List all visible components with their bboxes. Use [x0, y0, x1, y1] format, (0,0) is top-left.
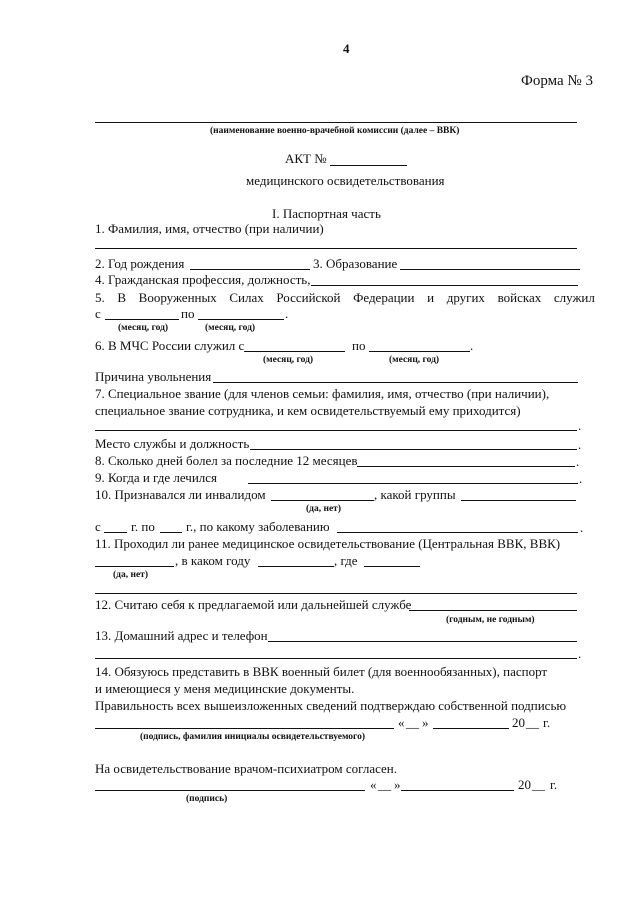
- q12-answer-line[interactable]: [409, 610, 577, 611]
- q10b-dot: .: [580, 520, 584, 535]
- q9-answer-line[interactable]: [248, 483, 578, 484]
- q5-to-line[interactable]: [198, 319, 284, 320]
- q10b-to-line[interactable]: [160, 532, 182, 533]
- page-number: 4: [343, 41, 350, 56]
- q14-line2: и имеющиеся у меня медицинские документы.: [95, 681, 355, 696]
- q12-label: 12. Считаю себя к предлагаемой или дальнейшей службе: [95, 597, 412, 612]
- q14-line1: 14. Обязуюсь представить в ВВК военный билет (для военнообязанных), паспорт: [95, 664, 548, 679]
- q6-caption-from: (месяц, год): [263, 355, 314, 365]
- date1-year-blank[interactable]: __: [526, 715, 539, 730]
- q11-year-label: , в каком году: [175, 553, 251, 568]
- q5-word: других: [446, 290, 485, 305]
- q6-dot: .: [470, 338, 474, 353]
- q3-label: 3. Образование: [313, 256, 398, 271]
- date2-month-line[interactable]: [401, 790, 514, 791]
- q10b-disease-line[interactable]: [337, 532, 578, 533]
- date1-month-line[interactable]: [433, 728, 509, 729]
- q7-answer-line[interactable]: [95, 430, 577, 431]
- q4-label: 4. Гражданская профессия, должность,: [95, 272, 311, 287]
- psych-consent: На освидетельствование врачом-психиатром согласен.: [95, 761, 398, 776]
- q1-label: 1. Фамилия, имя, отчество (при наличии): [95, 221, 324, 236]
- q13-dot: .: [578, 646, 582, 661]
- date2-day-blank[interactable]: __: [378, 777, 391, 792]
- q5-word: Федерации: [353, 290, 415, 305]
- date1-close-quote: »: [422, 715, 429, 730]
- q10-label: 10. Признавался ли инвалидом: [95, 487, 266, 502]
- date2-close-quote: »: [394, 777, 401, 792]
- q5-word: Вооруженных: [138, 290, 217, 305]
- q2-answer-line[interactable]: [190, 269, 310, 270]
- date1-century: 20: [512, 715, 525, 730]
- q10-caption: (да, нет): [306, 504, 341, 514]
- act-subtitle: медицинского освидетельствования: [246, 173, 445, 188]
- q5-word: В: [117, 290, 127, 305]
- q5-from-line[interactable]: [105, 319, 179, 320]
- act-title: АКТ №: [285, 151, 327, 166]
- q7-line1: 7. Специальное звание (для членов семьи: фамилия, имя, отчество (при наличии),: [95, 386, 550, 401]
- q13-answer-line-2[interactable]: [95, 658, 577, 659]
- q4-answer-line[interactable]: [311, 285, 578, 286]
- date1-year-suffix: г.: [543, 715, 551, 730]
- q6-to-line[interactable]: [369, 351, 470, 352]
- q8-label: 8. Сколько дней болел за последние 12 месяцев: [95, 453, 358, 468]
- q6-caption-to: (месяц, год): [389, 355, 440, 365]
- q5-to-label: по: [181, 306, 195, 321]
- psych-caption: (подпись): [186, 794, 228, 804]
- q5-word: 5.: [95, 290, 105, 305]
- signature-line[interactable]: [95, 728, 394, 729]
- q11-caption: (да, нет): [113, 570, 148, 580]
- q10-yesno-line[interactable]: [271, 500, 374, 501]
- q11-year-line[interactable]: [258, 566, 334, 567]
- date2-century: 20: [518, 777, 531, 792]
- q11-where-line[interactable]: [364, 566, 420, 567]
- commission-caption: (наименование военно-врачебной комиссии (далее – ВВК): [210, 126, 460, 136]
- commission-line: [95, 122, 577, 123]
- q10-group-label: , какой группы: [374, 487, 456, 502]
- q9-dot: .: [579, 471, 583, 486]
- q13-label: 13. Домашний адрес и телефон: [95, 628, 268, 643]
- q5-from-label: с: [95, 306, 101, 321]
- q12-caption: (годным, не годным): [446, 615, 535, 625]
- q11-label: 11. Проходил ли ранее медицинское освидетельствование (Центральная ВВК, ВВК): [95, 536, 561, 551]
- q10-group-line[interactable]: [461, 500, 576, 501]
- workplace-label: Место службы и должность: [95, 436, 250, 451]
- q5-caption-to: (месяц, год): [205, 323, 256, 333]
- q8-answer-line[interactable]: [357, 466, 575, 467]
- q7-line2: специальное звание сотрудника, и кем освидетельствуемый ему приходится): [95, 403, 521, 418]
- q11-where-label: , где: [334, 553, 358, 568]
- q6-from-line[interactable]: [244, 351, 345, 352]
- q11-yesno-line[interactable]: [95, 566, 174, 567]
- date1-day-blank[interactable]: __: [406, 715, 419, 730]
- date2-year-suffix: г.: [550, 777, 558, 792]
- q5-dot: .: [285, 306, 289, 321]
- date2-year-blank[interactable]: __: [532, 777, 545, 792]
- q3-answer-line[interactable]: [400, 269, 580, 270]
- confirm-text: Правильность всех вышеизложенных сведений подтверждаю собственной подписью: [95, 698, 567, 713]
- q11-answer-line[interactable]: [95, 593, 577, 594]
- workplace-dot: .: [578, 437, 582, 452]
- q1-answer-line[interactable]: [95, 248, 577, 249]
- date1-open-quote: «: [398, 715, 405, 730]
- q10b-from-label: с: [95, 519, 101, 534]
- section-title: I. Паспортная часть: [272, 206, 381, 221]
- q6-to-label: по: [352, 338, 366, 353]
- workplace-line[interactable]: [250, 449, 577, 450]
- q7-dot: .: [578, 418, 582, 433]
- q2-label: 2. Год рождения: [95, 256, 185, 271]
- q5-word: Российской: [276, 290, 341, 305]
- q6-label: 6. В МЧС России служил с: [95, 338, 245, 353]
- signature-caption: (подпись, фамилия инициалы освидетельствуемого): [140, 732, 366, 742]
- act-number-line: [330, 165, 407, 166]
- form-label: Форма № 3: [521, 73, 593, 89]
- q13-answer-line[interactable]: [268, 641, 577, 642]
- q5-word: Силах: [229, 290, 264, 305]
- q5-word: и: [427, 290, 435, 305]
- q10b-from-line[interactable]: [104, 532, 127, 533]
- q8-dot: .: [576, 454, 580, 469]
- q9-label: 9. Когда и где лечился: [95, 470, 218, 485]
- q5-caption-from: (месяц, год): [118, 323, 169, 333]
- date2-open-quote: «: [370, 777, 377, 792]
- psych-signature-line[interactable]: [95, 790, 365, 791]
- dismissal-line[interactable]: [213, 382, 578, 383]
- q10b-disease-label: г., по какому заболеванию: [186, 519, 330, 534]
- q10b-year-label: г. по: [131, 519, 155, 534]
- q5-label: [95, 291, 595, 304]
- dismissal-label: Причина увольнения: [95, 369, 212, 384]
- q5-word: служил: [553, 290, 595, 305]
- q5-word: войсках: [497, 290, 542, 305]
